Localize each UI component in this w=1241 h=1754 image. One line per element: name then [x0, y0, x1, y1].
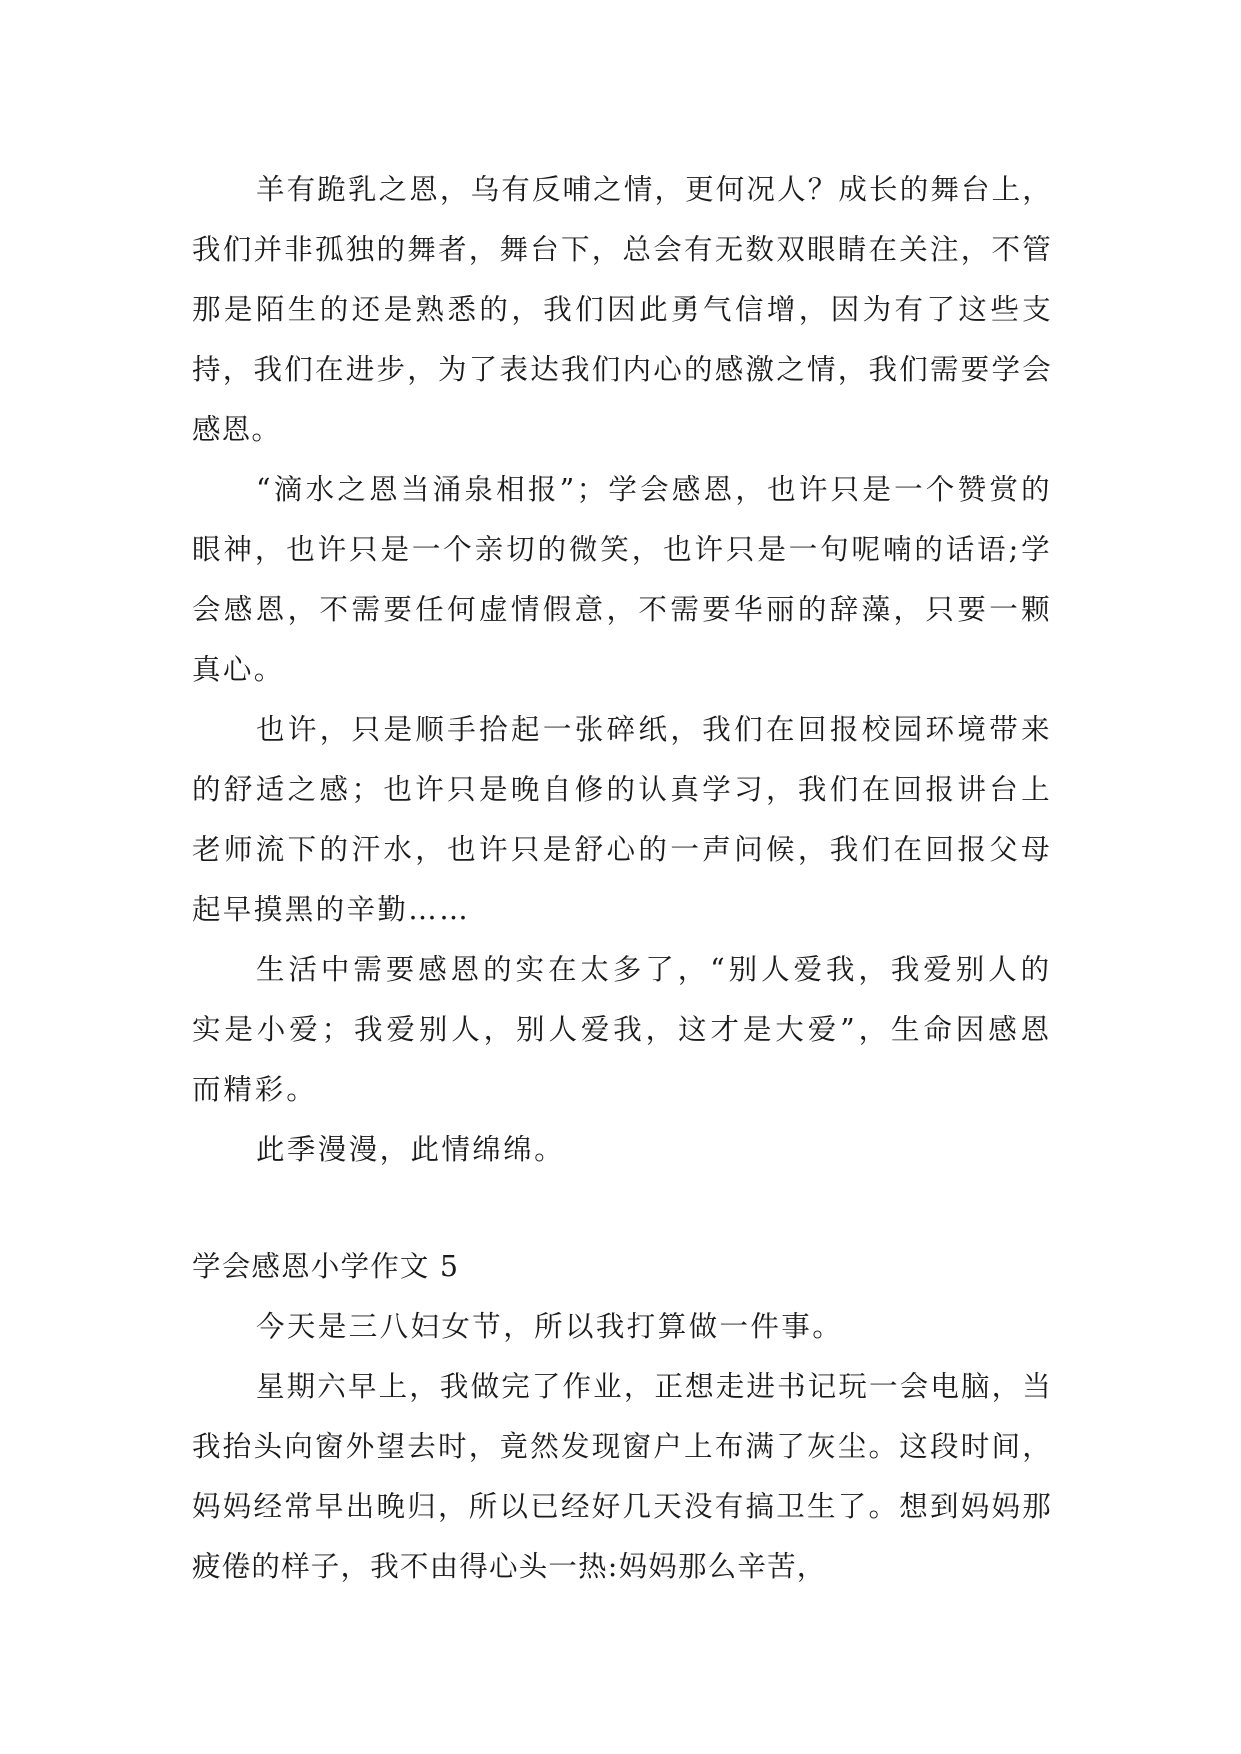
paragraph-3: 也许，只是顺手拾起一张碎纸，我们在回报校园环境带来的舒适之感；也许只是晚自修的认真学习，我们在回报讲台上老师流下的汗水，也许只是舒心的一声问候，我们在回报父母起早摸黑的辛勤……	[192, 713, 1052, 926]
paragraph-6: 今天是三八妇女节，所以我打算做一件事。	[256, 1310, 844, 1343]
paragraph-2: “滴水之恩当涌泉相报”；学会感恩，也许只是一个赞赏的眼神，也许只是一个亲切的微笑，也许只是一句呢喃的话语;学会感恩，不需要任何虚情假意，不需要华丽的辞藻，只要一颗真心。	[192, 473, 1052, 686]
document-page	[192, 160, 1052, 1597]
paragraph-7: 星期六早上，我做完了作业，正想走进书记玩一会电脑，当我抬头向窗外望去时，竟然发现窗户上布满了灰尘。这段时间，妈妈经常早出晚归，所以已经好几天没有搞卫生了。想到妈妈那疲倦的样子，我不由得心头一热:妈妈那么辛苦，	[192, 1370, 1052, 1583]
paragraph-1: 羊有跪乳之恩，乌有反哺之情，更何况人？成长的舞台上，我们并非孤独的舞者，舞台下，总会有无数双眼睛在关注，不管那是陌生的还是熟悉的，我们因此勇气信增，因为有了这些支持，我们在进步，为了表达我们内心的感激之情，我们需要学会感恩。	[192, 173, 1052, 446]
paragraph-5: 此季漫漫，此情绵绵。	[256, 1133, 566, 1166]
paragraph-4: 生活中需要感恩的实在太多了，“别人爱我，我爱别人的实是小爱；我爱别人，别人爱我，这才是大爱”，生命因感恩而精彩。	[192, 953, 1052, 1106]
section-heading: 学会感恩小学作文 5	[192, 1250, 460, 1283]
